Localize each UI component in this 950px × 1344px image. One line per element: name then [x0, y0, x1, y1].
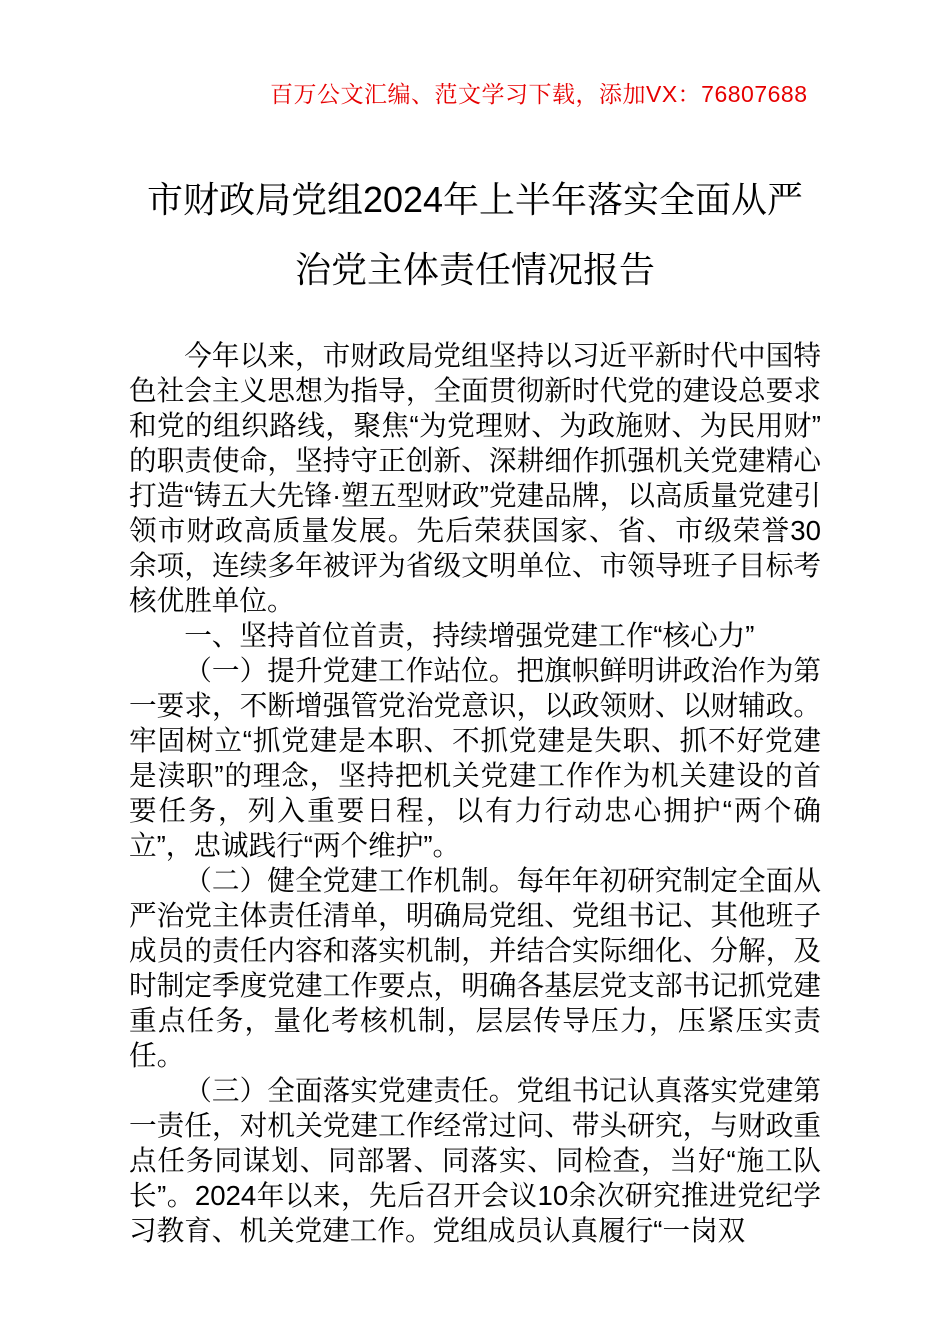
body-paragraph: （三）全面落实党建责任。党组书记认真落实党建第一责任，对机关党建工作经常过问、带头研究，与财政重点任务同谋划、同部署、同落实、同检查，当好“施工队长”。2024年以来，先后召开会议10余次研究推进党纪学习教育、机关党建工作。党组成员认真履行“一岗双: [129, 1075, 821, 1246]
body-paragraph: （二）健全党建工作机制。每年年初研究制定全面从严治党主体责任清单，明确局党组、党组书记、其他班子成员的责任内容和落实机制，并结合实际细化、分解，及时制定季度党建工作要点，明确各基层党支部书记抓党建重点任务，量化考核机制，层层传导压力，压紧压实责任。: [129, 865, 821, 1071]
promo-banner-text: 百万公文汇编、范文学习下载，添加VX：76807688: [270, 81, 808, 107]
section-heading: 一、坚持首位首责，持续增强党建工作“核心力”: [184, 620, 755, 651]
body-paragraph: 今年以来，市财政局党组坚持以习近平新时代中国特色社会主义思想为指导，全面贯彻新时代党的建设总要求和党的组织路线，聚焦“为党理财、为政施财、为民用财”的职责使命，坚持守正创新、深耕细作抓强机关党建精心打造“铸五大先锋·塑五型财政”党建品牌，以高质量党建引领市财政高质量发展。先后荣获国家、省、市级荣誉30余项，连续多年被评为省级文明单位、市领导班子目标考核优胜单位。: [129, 340, 821, 616]
document-title-line: 市财政局党组2024年上半年落实全面从严: [146, 179, 804, 220]
document-title-line: 治党主体责任情况报告: [294, 249, 655, 290]
body-paragraph: （一）提升党建工作站位。把旗帜鲜明讲政治作为第一要求，不断增强管党治党意识，以政领财、以财辅政。牢固树立“抓党建是本职、不抓党建是失职、抓不好党建是渎职”的理念，坚持把机关党建工作作为机关建设的首要任务，列入重要日程，以有力行动忠心拥护“两个确立”，忠诚践行“两个维护”。: [129, 655, 821, 861]
document-title: [129, 165, 821, 305]
document-body: [129, 338, 821, 1248]
